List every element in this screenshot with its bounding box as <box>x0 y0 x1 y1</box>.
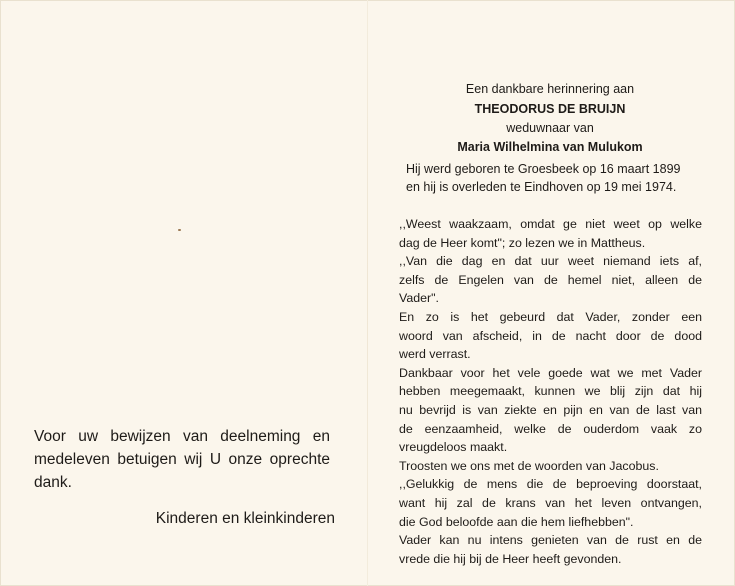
deceased-name: THEODORUS DE BRUIJN <box>474 102 626 116</box>
text-line: Troosten we ons met de woorden van Jacobus. <box>399 458 659 473</box>
spouse-name: Maria Wilhelmina van Mulukom <box>457 140 643 154</box>
text-line: ,,Gelukkig de mens die de beproeving doorstaat, <box>399 477 702 492</box>
text-line: hebben meegemaakt, kunnen we blij zijn dat hij <box>399 384 702 399</box>
text-line: zelfs de Engelen van de hemel niet, alleen de <box>399 272 702 287</box>
text-line: Vader kan nu intens genieten van de rust en de <box>399 533 702 548</box>
relation-line: weduwnaar van <box>506 121 594 135</box>
text-line: ,,Weest waakzaam, omdat ge niet weet op welke <box>399 217 702 231</box>
text-line: die God beloofde aan die hem liefhebben". <box>399 514 634 529</box>
signature-line: Kinderen en kleinkinderen <box>155 510 335 527</box>
text-line: ,,Van die dag en dat uur weet niemand iets af, <box>399 254 702 269</box>
text-line: dag de Heer komt"; zo lezen we in Mattheus. <box>399 235 646 250</box>
text-line: want hij zal de krans van het leven ontvangen, <box>399 495 702 510</box>
birth-line: Hij werd geboren te Groesbeek op 16 maart 1899 <box>406 162 681 176</box>
memorial-text <box>399 215 702 568</box>
text-line: vrede die hij bij de Heer heeft gevonden. <box>399 551 622 566</box>
intro-line: Een dankbare herinnering aan <box>465 82 635 96</box>
paper-speck <box>178 229 181 231</box>
text-line: werd verrast. <box>399 347 471 362</box>
thanks-text: Voor uw bewijzen van deelneming en medeleven betuigen wij U onze oprechte dank. <box>34 428 330 491</box>
text-line: En zo is het gebeurd dat Vader, zonder een <box>399 309 702 324</box>
death-line: en hij is overleden te Eindhoven op 19 mei 1974. <box>406 180 677 194</box>
text-line: de eenzaamheid, welke de ouderdom vaak zo <box>399 421 702 436</box>
card-fold <box>367 0 368 586</box>
text-line: vreugdeloos maakt. <box>399 440 508 455</box>
text-line: woord van afscheid, in de nacht door de dood <box>399 328 702 343</box>
text-line: Dankbaar voor het vele goede wat we met Vader <box>399 365 702 380</box>
text-line: nu bevrijd is van ziekte en pijn en van de last van <box>399 402 702 417</box>
text-line: Vader". <box>399 291 439 306</box>
